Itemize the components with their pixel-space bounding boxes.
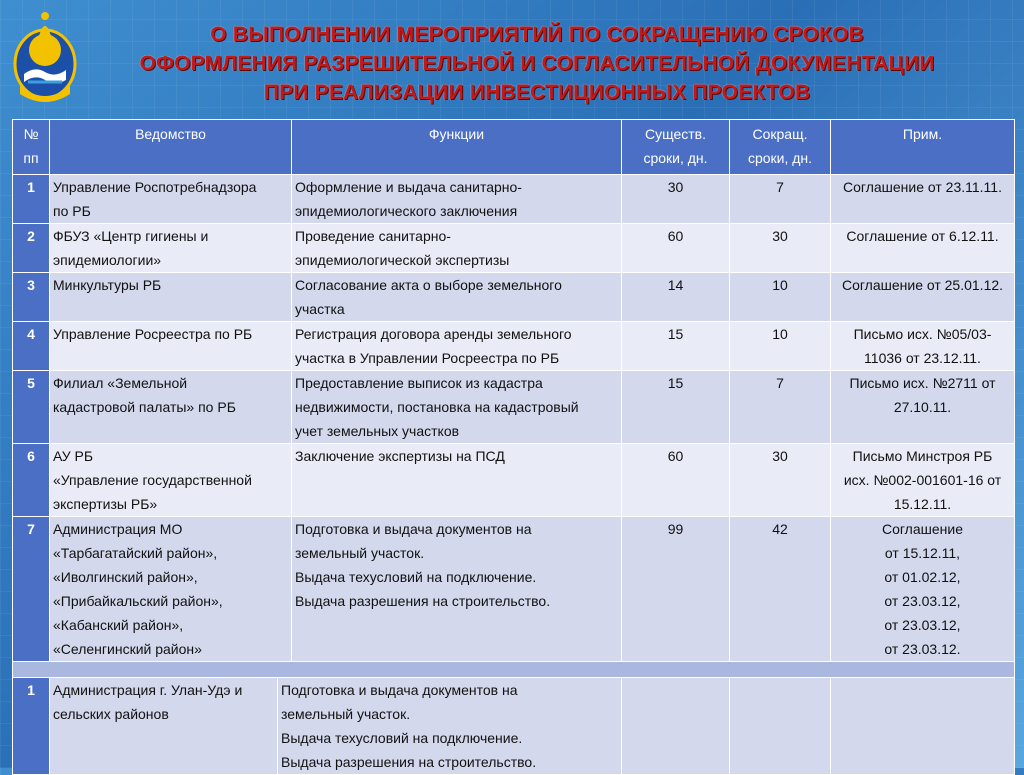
existing-terms-cell: 15 <box>622 371 730 444</box>
agency-cell <box>50 371 292 444</box>
note-cell-line: Соглашение от 25.01.12. <box>841 277 1004 293</box>
note-cell <box>831 444 1015 517</box>
functions-cell-line: Согласование акта о выборе земельного <box>295 277 562 293</box>
functions-cell <box>292 273 622 322</box>
agency-cell <box>50 224 292 273</box>
header-reduced-terms: Сокращ. сроки, дн. <box>730 120 831 175</box>
functions-cell <box>292 175 622 224</box>
agency-cell-line: «Селенгинский район» <box>53 641 202 657</box>
agency-cell-line: Управление Роспотребнадзора <box>53 179 257 195</box>
reduced-terms-cell: 30 <box>730 224 831 273</box>
agency-cell <box>50 175 292 224</box>
table-row <box>13 273 1015 322</box>
functions-cell-line: земельный участок. <box>295 545 425 561</box>
agency-cell <box>50 322 292 371</box>
agency-cell <box>50 273 292 322</box>
row-number: 4 <box>13 322 50 371</box>
agency-cell <box>50 444 292 517</box>
functions-cell <box>292 444 622 517</box>
functions-cell-line: Проведение санитарно- <box>295 228 451 244</box>
note-cell-line: Письмо исх. №2711 от <box>849 375 996 391</box>
note-cell <box>831 517 1015 662</box>
table-row <box>13 371 1015 444</box>
existing-terms-cell: 60 <box>622 444 730 517</box>
note-cell <box>831 678 1015 775</box>
note-cell-line: Соглашение от 23.11.11. <box>843 179 1002 195</box>
note-cell-line: Соглашение <box>881 521 963 537</box>
extra-table <box>12 677 1015 775</box>
table-row <box>13 175 1015 224</box>
reduced-terms-cell <box>730 678 831 775</box>
functions-cell <box>292 322 622 371</box>
functions-cell-line: Заключение экспертизы на ПСД <box>295 448 505 464</box>
row-number: 5 <box>13 371 50 444</box>
row-number: 3 <box>13 273 50 322</box>
note-cell <box>831 371 1015 444</box>
reduced-terms-cell: 10 <box>730 273 831 322</box>
coat-of-arms-emblem <box>10 6 80 106</box>
note-cell-line: от 15.12.11, <box>884 545 961 561</box>
reduced-terms-cell: 10 <box>730 322 831 371</box>
functions-cell-line: эпидемиологической экспертизы <box>295 252 510 268</box>
note-cell-line: от 01.02.12, <box>884 569 961 585</box>
table-row <box>13 517 1015 662</box>
note-cell-line: 11036 от 23.12.11. <box>864 350 981 366</box>
agency-cell-line: «Тарбагатайский район», <box>53 545 218 561</box>
note-cell-line: Письмо исх. №05/03- <box>853 326 992 342</box>
functions-cell-line: Оформление и выдача санитарно- <box>295 179 522 195</box>
agency-cell-line: АУ РБ <box>53 448 94 464</box>
functions-cell-line: Регистрация договора аренды земельного <box>295 326 572 342</box>
functions-cell-line: Выдача разрешения на строительство. <box>295 593 551 609</box>
table-row <box>13 322 1015 371</box>
title-line-2: ОФОРМЛЕНИЯ РАЗРЕШИТЕЛЬНОЙ И СОГЛАСИТЕЛЬНОЙ ДОКУМЕНТАЦИИ <box>139 52 935 75</box>
functions-cell-line: Выдача техусловий на подключение. <box>295 569 537 585</box>
title-line-3: ПРИ РЕАЛИЗАЦИИ ИНВЕСТИЦИОННЫХ ПРОЕКТОВ <box>263 81 811 104</box>
agency-cell-line: кадастровой палаты» по РБ <box>53 399 236 415</box>
existing-terms-cell: 30 <box>622 175 730 224</box>
note-cell-line: исх. №002-001601-16 от <box>843 472 1002 488</box>
existing-terms-cell: 15 <box>622 322 730 371</box>
functions-cell-line: учет земельных участков <box>295 423 460 439</box>
agency-cell-line: «Кабанский район», <box>53 617 184 633</box>
agency-cell-line: Минкультуры РБ <box>53 277 162 293</box>
note-cell <box>831 224 1015 273</box>
table-row <box>13 444 1015 517</box>
note-cell-line: 15.12.11. <box>893 496 952 512</box>
row-number: 2 <box>13 224 50 273</box>
measures-table <box>12 119 1015 689</box>
existing-terms-cell: 99 <box>622 517 730 662</box>
functions-cell-line: эпидемиологического заключения <box>295 203 518 219</box>
functions-cell-line: участка <box>295 301 345 317</box>
note-cell-line: от 23.03.12. <box>884 641 961 657</box>
agency-cell-line: Администрация МО <box>53 521 183 537</box>
note-cell-line: Письмо Минстроя РБ <box>852 448 993 464</box>
header-existing-terms: Существ. сроки, дн. <box>622 120 730 175</box>
agency-cell-line: ФБУЗ «Центр гигиены и <box>53 228 209 244</box>
table-header-row <box>13 120 1015 175</box>
existing-terms-cell <box>622 678 730 775</box>
functions-cell <box>292 224 622 273</box>
header-note: Прим. <box>831 120 1015 175</box>
functions-cell-line: участка в Управлении Росреестра по РБ <box>295 350 560 366</box>
note-cell <box>831 322 1015 371</box>
reduced-terms-cell: 7 <box>730 371 831 444</box>
table-row <box>13 678 1015 775</box>
note-cell-line: 27.10.11. <box>893 399 952 415</box>
reduced-terms-cell: 7 <box>730 175 831 224</box>
reduced-terms-cell: 30 <box>730 444 831 517</box>
note-cell-line: от 23.03.12, <box>884 617 961 633</box>
agency-cell-line: эпидемиологии» <box>53 252 162 268</box>
agency-cell-line: «Управление государственной <box>53 472 252 488</box>
note-cell <box>831 273 1015 322</box>
existing-terms-cell: 14 <box>622 273 730 322</box>
functions-cell-line: Предоставление выписок из кадастра <box>295 375 543 391</box>
existing-terms-cell: 60 <box>622 224 730 273</box>
agency-cell-line: экспертизы РБ» <box>53 496 158 512</box>
agency-cell-line: Управление Росреестра по РБ <box>53 326 253 342</box>
agency-cell <box>50 517 292 662</box>
functions-cell-line: Подготовка и выдача документов на <box>295 521 532 537</box>
header-agency: Ведомство <box>50 120 292 175</box>
row-number: 1 <box>13 678 50 775</box>
agency-cell-line: «Прибайкальский район», <box>53 593 223 609</box>
functions-cell: Подготовка и выдача документов на земельный участок. Выдача техусловий на подключение. Выдача разрешения на строительство. <box>278 678 622 775</box>
agency-cell-line: «Иволгинский район», <box>53 569 198 585</box>
table-row <box>13 224 1015 273</box>
functions-cell <box>292 371 622 444</box>
note-cell-line: от 23.03.12, <box>884 593 961 609</box>
title-line-1: О ВЫПОЛНЕНИИ МЕРОПРИЯТИЙ ПО СОКРАЩЕНИЮ СРОКОВ <box>210 23 864 46</box>
functions-cell <box>292 517 622 662</box>
note-cell-line: Соглашение от 6.12.11. <box>846 228 999 244</box>
functions-cell-line: недвижимости, постановка на кадастровый <box>295 399 579 415</box>
note-cell <box>831 175 1015 224</box>
agency-cell-line: по РБ <box>53 203 91 219</box>
row-number: 7 <box>13 517 50 662</box>
reduced-terms-cell: 42 <box>730 517 831 662</box>
row-number: 6 <box>13 444 50 517</box>
row-number: 1 <box>13 175 50 224</box>
header-functions: Функции <box>292 120 622 175</box>
agency-cell-line: Филиал «Земельной <box>53 375 188 391</box>
agency-cell: Администрация г. Улан-Удэ и сельских районов <box>50 678 278 775</box>
page-title <box>90 20 984 107</box>
header-num: № пп <box>13 120 50 175</box>
